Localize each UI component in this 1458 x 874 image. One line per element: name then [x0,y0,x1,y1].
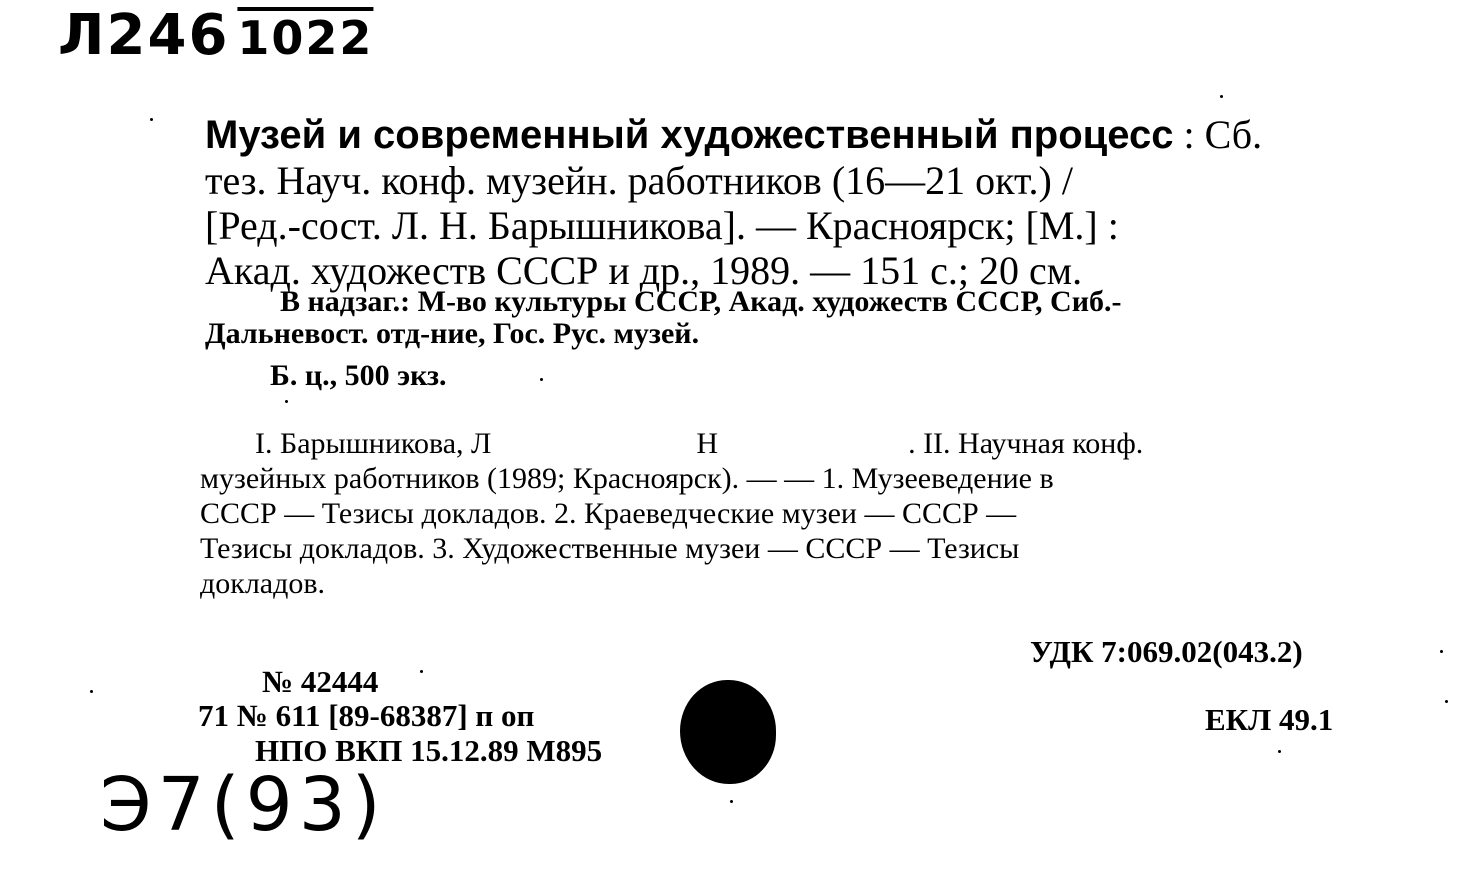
book-title: Музей и современный художественный процесс [205,113,1174,157]
subjects-line-5: докладов. [200,567,326,600]
record-code-line-1: 71 № 611 [89-68387] п оп [198,698,535,733]
note-line-1: В надзаг.: М-во культуры СССР, Акад. художеств СССР, Сиб.- [280,285,1122,318]
subjects-line-1 [200,426,1365,461]
note-line-2: Дальневост. отд-ние, Гос. Рус. музей. [205,317,700,350]
title-line-4: Акад. художеств СССР и др., 1989. — 151 с.; 20 см. [205,248,1083,293]
price-line: Б. ц., 500 экз. [270,359,447,392]
udk-code: УДК 7:069.02(043.2) [1030,634,1303,669]
shelfmark-denominator: 1022 [237,11,374,65]
subject-part-a: I. Барышникова, Л [255,427,492,460]
title-line-3: [Ред.-сост. Л. Н. Барышникова]. — Красноярск; [М.] : [205,203,1119,248]
subjects-block [200,426,1365,601]
note-block [205,286,1365,350]
record-number: № 42444 [262,664,379,699]
subjects-line-4: Тезисы докладов. 3. Художественные музеи — СССР — Тезисы [200,532,1020,565]
shelfmark-code: Л246 [58,3,230,68]
punch-hole [680,680,776,784]
title-line-1 [205,112,1365,158]
title-line-1-rest: : Сб. [1173,112,1263,157]
subjects-line-2: музейных работников (1989; Красноярск). — — 1. Музееведение в [200,462,1054,495]
subject-part-b: Н [696,427,719,460]
record-code-line-2: НПО ВКП 15.12.89 М895 [255,733,603,768]
handwritten-classification: Э7(93) [100,762,387,848]
handwritten-shelfmark [58,3,374,68]
bibliographic-description [205,112,1365,293]
subject-part-c: . II. Научная конф. [908,427,1144,460]
subjects-line-3: СССР — Тезисы докладов. 2. Краеведческие музеи — СССР — [200,497,1017,530]
ekl-code: ЕКЛ 49.1 [1205,702,1334,737]
title-line-2: тез. Науч. конф. музейн. работников (16—21 окт.) / [205,158,1073,203]
